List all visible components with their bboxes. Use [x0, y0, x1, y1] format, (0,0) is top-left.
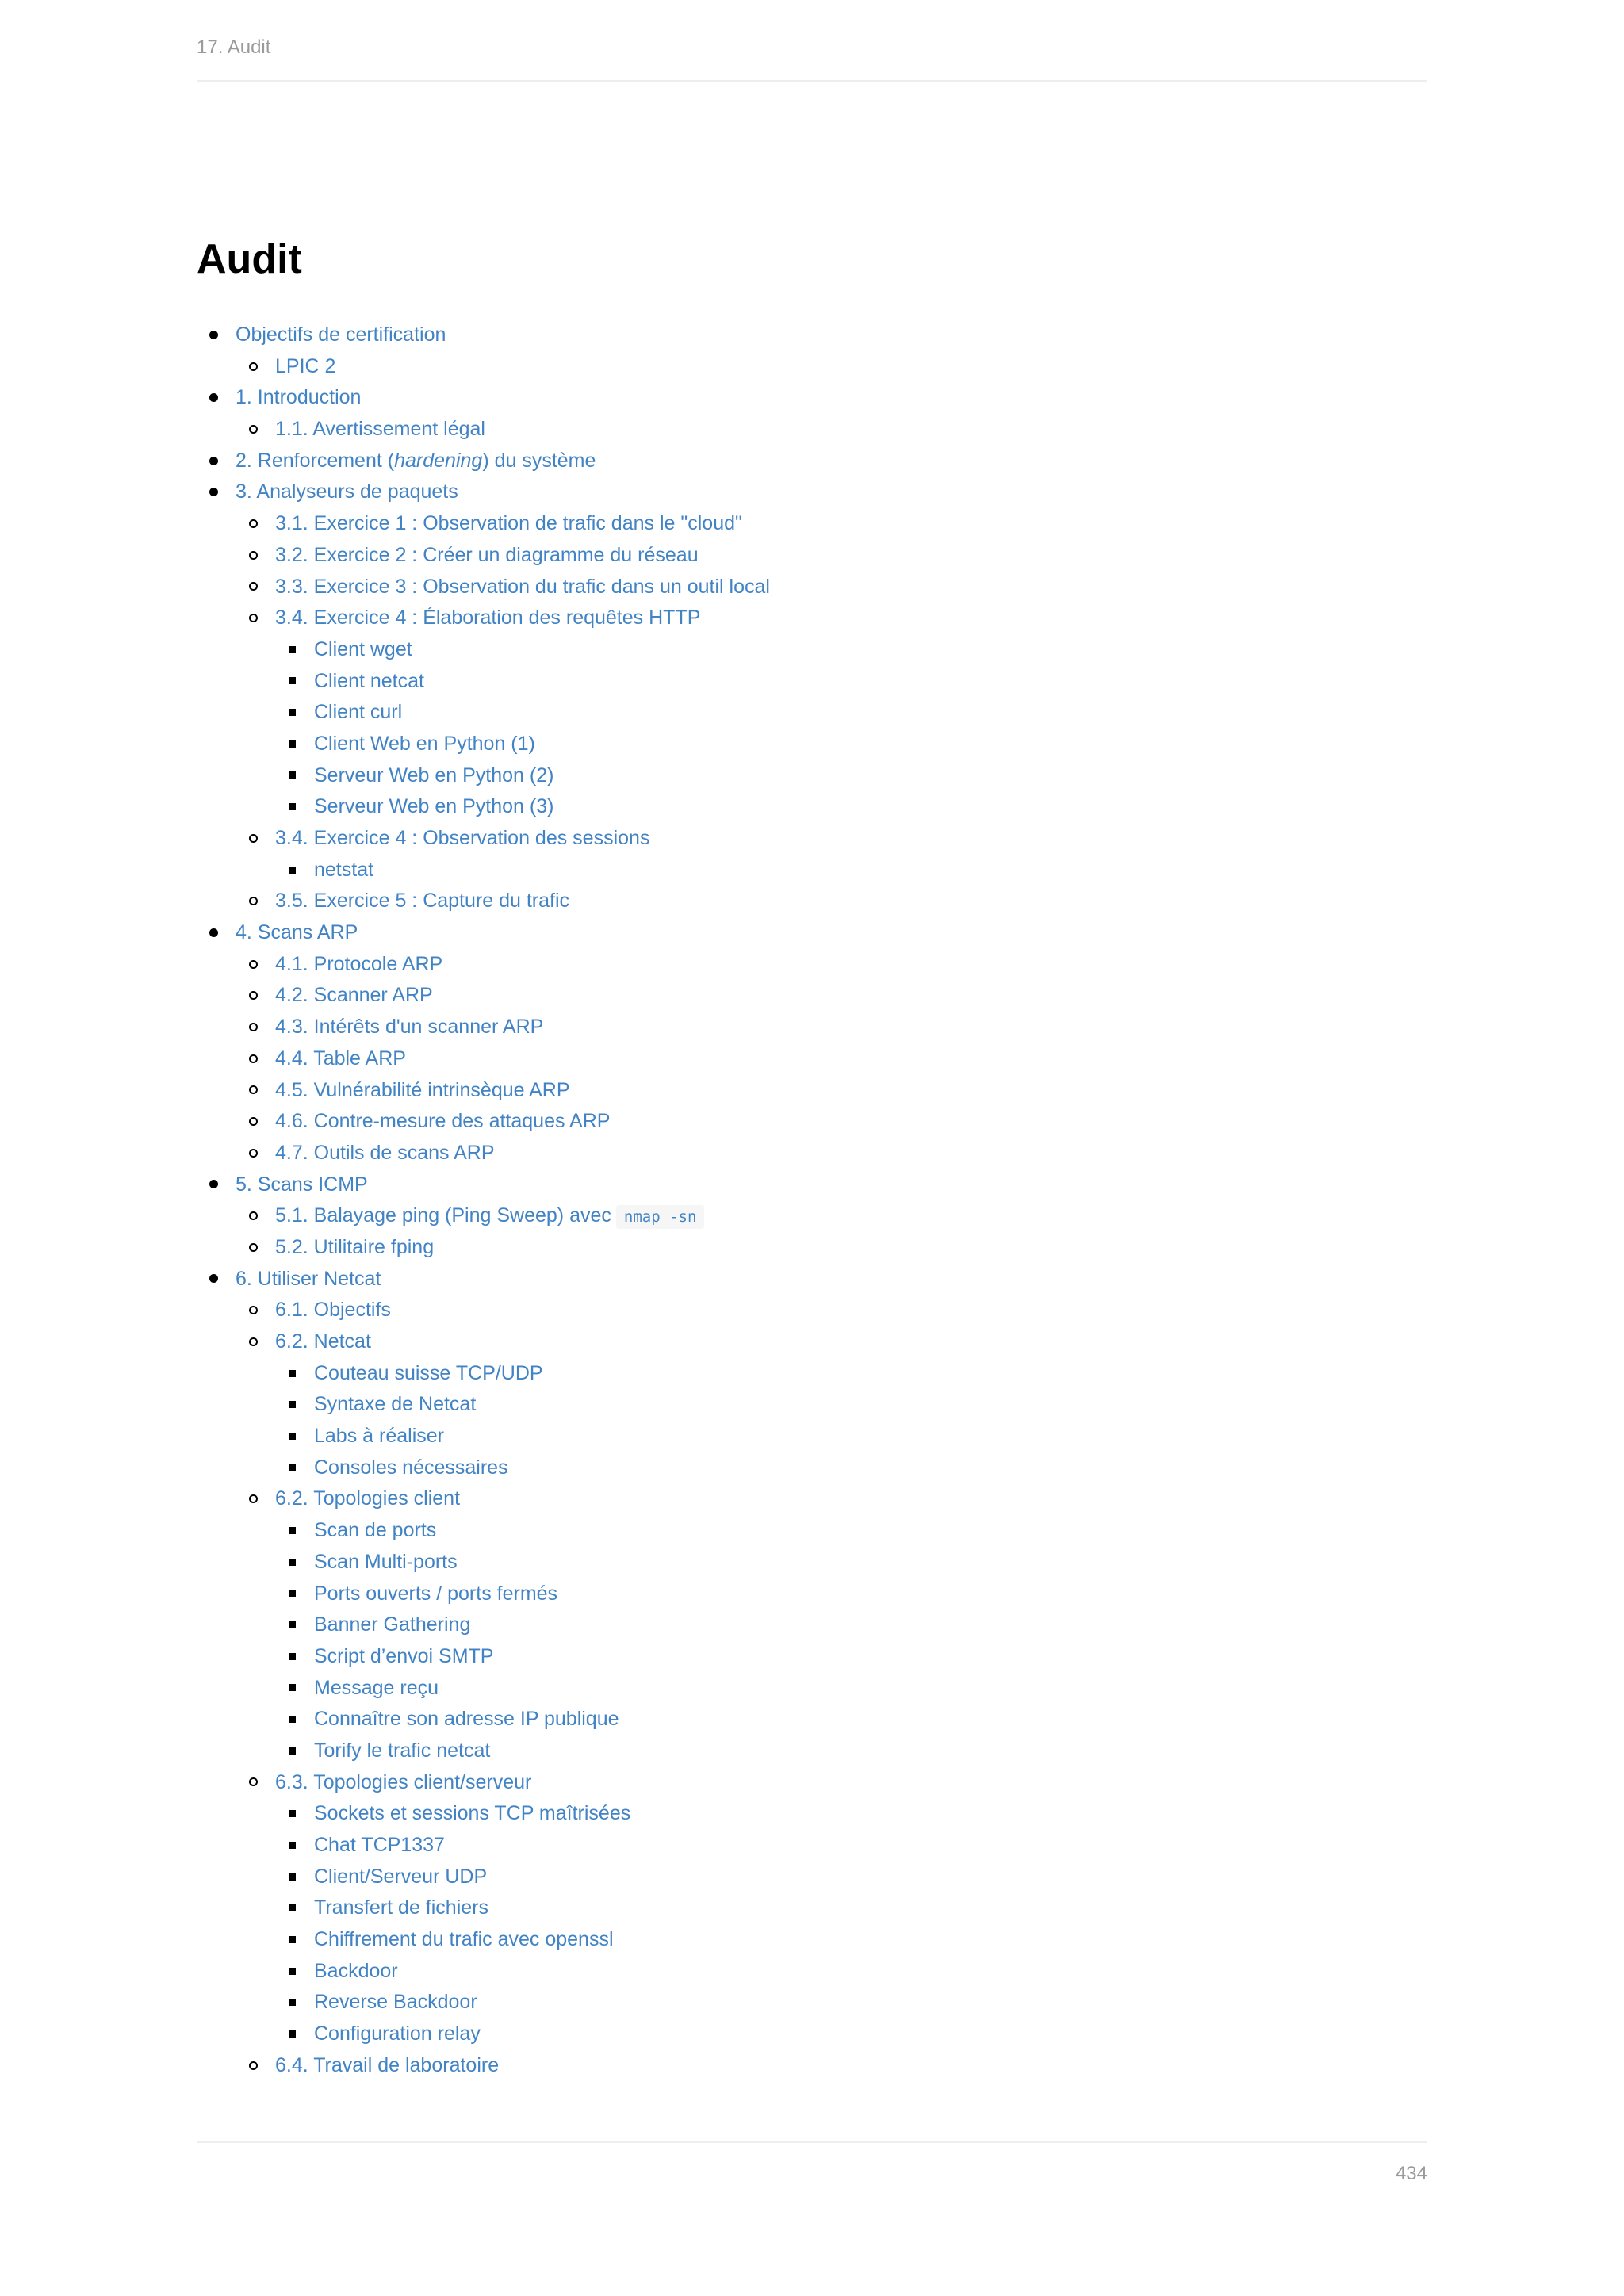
filled-disc-bullet-icon: [209, 331, 218, 339]
toc-link[interactable]: [314, 2022, 481, 2045]
toc-link-label: Consoles nécessaires: [314, 1456, 508, 1479]
toc-link-label: Message reçu: [314, 1676, 439, 1699]
square-bullet-icon: [289, 867, 296, 874]
square-bullet-icon: [289, 1653, 296, 1660]
toc-link-label: 3.2. Exercice 2 : Créer un diagramme du réseau: [275, 543, 699, 566]
square-bullet-icon: [289, 1464, 296, 1471]
square-bullet-icon: [289, 771, 296, 779]
toc-link-label: 3.1. Exercice 1 : Observation de trafic dans le "cloud": [275, 512, 742, 535]
toc-item-level-3: [197, 1452, 1427, 1484]
square-bullet-icon: [289, 1873, 296, 1881]
toc-item-level-1: [197, 382, 1427, 414]
toc-item-level-3: [197, 1641, 1427, 1673]
toc-link[interactable]: [275, 418, 485, 440]
toc-item-level-3: [197, 1956, 1427, 1988]
toc-link[interactable]: [314, 1928, 614, 1950]
toc-item-level-3: [197, 855, 1427, 886]
toc-link-label: Client/Serveur UDP: [314, 1865, 488, 1888]
filled-disc-bullet-icon: [209, 393, 218, 402]
toc-item-level-3: [197, 1389, 1427, 1421]
toc-link[interactable]: [314, 1708, 619, 1730]
hollow-circle-bullet-icon: [249, 1211, 258, 1220]
hollow-circle-bullet-icon: [249, 519, 258, 528]
toc-link[interactable]: [314, 795, 553, 817]
square-bullet-icon: [289, 740, 296, 748]
toc-item-level-2: [197, 540, 1427, 572]
toc-link-label: 3. Analyseurs de paquets: [236, 480, 458, 503]
toc-link-label: 4.7. Outils de scans ARP: [275, 1141, 495, 1164]
toc-item-level-3: [197, 1421, 1427, 1452]
toc-item-level-2: [197, 603, 1427, 634]
toc-item-level-2: [197, 1012, 1427, 1043]
toc-link-label: Serveur Web en Python (2): [314, 763, 554, 786]
toc-link-label: 3.4. Exercice 4 : Observation des sessions: [275, 827, 650, 849]
toc-link-label: Client curl: [314, 701, 403, 724]
toc-link[interactable]: [314, 1551, 458, 1573]
page-title: Audit: [197, 236, 302, 282]
toc-link-label: Configuration relay: [314, 2022, 481, 2045]
square-bullet-icon: [289, 2030, 296, 2038]
toc-item-level-1: [197, 476, 1427, 508]
toc-link[interactable]: [236, 480, 458, 503]
toc-item-level-2: [197, 1232, 1427, 1264]
toc-link-label: Torify le trafic netcat: [314, 1739, 491, 1762]
toc-link-label: Client Web en Python (1): [314, 732, 535, 755]
toc-item-level-3: [197, 1358, 1427, 1390]
hollow-circle-bullet-icon: [249, 614, 258, 622]
square-bullet-icon: [289, 646, 296, 653]
toc-link-label: 4.2. Scanner ARP: [275, 984, 433, 1007]
square-bullet-icon: [289, 1401, 296, 1408]
hollow-circle-bullet-icon: [249, 362, 258, 371]
toc-item-level-2: [197, 572, 1427, 603]
square-bullet-icon: [289, 1559, 296, 1566]
toc-link[interactable]: [314, 701, 402, 723]
toc-link[interactable]: [275, 607, 700, 629]
toc-link[interactable]: [275, 544, 699, 566]
toc-link[interactable]: [314, 1519, 436, 1541]
toc-link-label: Client wget: [314, 637, 412, 660]
toc-link-label: Banner Gathering: [314, 1613, 471, 1636]
toc-link[interactable]: [275, 1047, 406, 1070]
toc-link-emphasis: hardening: [394, 449, 483, 472]
hollow-circle-bullet-icon: [249, 425, 258, 434]
toc-item-level-3: [197, 697, 1427, 729]
toc-link-label: Reverse Backdoor: [314, 1991, 477, 2014]
toc-item-level-2: [197, 508, 1427, 540]
toc-link-label: 3.3. Exercice 3 : Observation du trafic dans un outil local: [275, 575, 770, 598]
toc-link-label: 4.3. Intérêts d'un scanner ARP: [275, 1016, 544, 1039]
toc-link-label: 6.1. Objectifs: [275, 1299, 391, 1322]
hollow-circle-bullet-icon: [249, 2061, 258, 2070]
hollow-circle-bullet-icon: [249, 551, 258, 560]
toc-link-label: Labs à réaliser: [314, 1425, 444, 1448]
toc-item-level-3: [197, 1704, 1427, 1735]
toc-link-label: Syntaxe de Netcat: [314, 1393, 477, 1416]
toc-link[interactable]: [314, 1991, 477, 2013]
toc-item-level-3: [197, 1924, 1427, 1956]
square-bullet-icon: [289, 1621, 296, 1628]
hollow-circle-bullet-icon: [249, 1054, 258, 1063]
square-bullet-icon: [289, 803, 296, 810]
toc-link-label: Chiffrement du trafic avec openssl: [314, 1928, 614, 1951]
toc-link-label: Objectifs de certification: [236, 323, 446, 346]
toc-link[interactable]: [236, 921, 358, 943]
toc-link[interactable]: [275, 890, 569, 912]
toc-item-level-2: [197, 823, 1427, 855]
toc-item-level-3: [197, 1673, 1427, 1705]
square-bullet-icon: [289, 1842, 296, 1849]
toc-item-level-3: [197, 2019, 1427, 2050]
toc-link[interactable]: [314, 1362, 543, 1384]
toc-link-label: Backdoor: [314, 1959, 398, 1982]
toc-link[interactable]: [275, 576, 770, 598]
toc-link-label: 5. Scans ICMP: [236, 1173, 368, 1196]
toc-item-level-3: [197, 1609, 1427, 1641]
toc-link[interactable]: [314, 764, 553, 786]
toc-link[interactable]: [314, 1802, 630, 1824]
square-bullet-icon: [289, 1370, 296, 1377]
square-bullet-icon: [289, 1999, 296, 2006]
toc-item-level-2: [197, 886, 1427, 917]
square-bullet-icon: [289, 1716, 296, 1723]
toc-link[interactable]: [236, 450, 596, 472]
footer-divider: [197, 2141, 1427, 2143]
toc-item-level-3: [197, 791, 1427, 823]
square-bullet-icon: [289, 1904, 296, 1911]
inline-code: nmap -sn: [616, 1205, 705, 1229]
toc-item-level-2: [197, 980, 1427, 1012]
toc-item-level-2: [197, 414, 1427, 446]
toc-link-label: netstat: [314, 858, 374, 881]
square-bullet-icon: [289, 1968, 296, 1975]
toc-link-label-suffix: ) du système: [482, 449, 596, 472]
toc-link[interactable]: [275, 512, 742, 534]
toc-item-level-1: [197, 1169, 1427, 1201]
toc-link-label: 5.2. Utilitaire fping: [275, 1235, 435, 1258]
toc-link[interactable]: [275, 1016, 543, 1038]
toc-link-label: 6.2. Topologies client: [275, 1487, 461, 1510]
toc-item-level-2: [197, 1295, 1427, 1326]
hollow-circle-bullet-icon: [249, 897, 258, 905]
hollow-circle-bullet-icon: [249, 960, 258, 969]
toc-link-label: Transfert de fichiers: [314, 1896, 488, 1919]
toc-link-label: Serveur Web en Python (3): [314, 795, 554, 818]
toc-link[interactable]: [314, 733, 535, 755]
hollow-circle-bullet-icon: [249, 582, 258, 591]
toc-link-label: 4.1. Protocole ARP: [275, 952, 443, 975]
running-header: 17. Audit: [197, 36, 271, 58]
square-bullet-icon: [289, 1590, 296, 1597]
square-bullet-icon: [289, 1936, 296, 1943]
toc-link[interactable]: [314, 1456, 508, 1479]
hollow-circle-bullet-icon: [249, 1494, 258, 1503]
filled-disc-bullet-icon: [209, 1274, 218, 1283]
toc-link-label: Connaître son adresse IP publique: [314, 1708, 619, 1731]
toc-item-level-2: [197, 351, 1427, 383]
square-bullet-icon: [289, 1433, 296, 1440]
toc-item-level-2: [197, 1200, 1427, 1232]
toc-link[interactable]: [314, 1425, 444, 1447]
toc-link-label: Sockets et sessions TCP maîtrisées: [314, 1802, 631, 1825]
header-divider: [197, 80, 1427, 82]
hollow-circle-bullet-icon: [249, 1306, 258, 1314]
toc-link[interactable]: [236, 1268, 381, 1290]
toc-item-level-3: [197, 1862, 1427, 1893]
toc-item-level-3: [197, 1547, 1427, 1578]
toc-link-label: Scan Multi-ports: [314, 1550, 458, 1573]
toc-item-level-2: [197, 2050, 1427, 2082]
toc-link-label: 6.4. Travail de laboratoire: [275, 2053, 500, 2076]
filled-disc-bullet-icon: [209, 928, 218, 937]
toc-link-label: Couteau suisse TCP/UDP: [314, 1361, 543, 1384]
toc-item-level-2: [197, 1483, 1427, 1515]
toc-link[interactable]: [314, 1677, 439, 1699]
toc-link[interactable]: [314, 1613, 470, 1636]
toc-link-label: 4. Scans ARP: [236, 921, 358, 944]
toc-link-label: LPIC 2: [275, 354, 336, 377]
toc-link-label: 3.5. Exercice 5 : Capture du trafic: [275, 890, 570, 913]
toc-link[interactable]: [275, 1771, 531, 1793]
toc-link-label: Client netcat: [314, 669, 424, 692]
toc-link-label: 1.1. Avertissement légal: [275, 418, 485, 441]
toc-link[interactable]: [275, 827, 649, 849]
toc-link[interactable]: [236, 386, 361, 408]
toc-link[interactable]: [275, 2054, 499, 2076]
toc-link-label: 6. Utiliser Netcat: [236, 1267, 381, 1290]
square-bullet-icon: [289, 709, 296, 716]
toc-link[interactable]: [275, 1204, 611, 1226]
toc-link[interactable]: [275, 1079, 570, 1101]
toc-link[interactable]: [275, 1110, 610, 1132]
hollow-circle-bullet-icon: [249, 1777, 258, 1786]
toc-item-level-2: [197, 1043, 1427, 1075]
toc-item-level-3: [197, 634, 1427, 666]
toc-link-label: 2. Renforcement (: [236, 449, 395, 472]
toc-link-label: 4.6. Contre-mesure des attaques ARP: [275, 1110, 611, 1133]
toc-link-label: Script d’envoi SMTP: [314, 1644, 494, 1667]
toc-link-label: 5.1. Balayage ping (Ping Sweep) avec: [275, 1204, 611, 1227]
filled-disc-bullet-icon: [209, 1180, 218, 1188]
toc-item-level-2: [197, 1326, 1427, 1358]
hollow-circle-bullet-icon: [249, 1085, 258, 1094]
toc-item-level-1: [197, 917, 1427, 949]
square-bullet-icon: [289, 1527, 296, 1534]
toc-item-level-3: [197, 666, 1427, 698]
toc-link-label: Scan de ports: [314, 1519, 437, 1542]
toc-link-label: Ports ouverts / ports fermés: [314, 1582, 558, 1605]
toc-item-level-2: [197, 1075, 1427, 1107]
hollow-circle-bullet-icon: [249, 991, 258, 1000]
toc-item-level-3: [197, 1798, 1427, 1830]
toc-link[interactable]: [275, 1299, 391, 1321]
toc-item-level-2: [197, 1106, 1427, 1138]
toc-link[interactable]: [236, 1173, 368, 1196]
hollow-circle-bullet-icon: [249, 1243, 258, 1252]
toc-item-level-2: [197, 1767, 1427, 1799]
hollow-circle-bullet-icon: [249, 1337, 258, 1346]
toc-item-level-1: [197, 320, 1427, 351]
toc-link[interactable]: [275, 984, 433, 1006]
toc-link[interactable]: [314, 1645, 493, 1667]
toc-item-level-3: [197, 729, 1427, 760]
toc-link[interactable]: [314, 1393, 476, 1415]
toc-link[interactable]: [275, 1236, 434, 1258]
toc-link[interactable]: [275, 355, 335, 377]
toc-link[interactable]: [275, 1142, 495, 1164]
toc-link[interactable]: [275, 1487, 460, 1510]
toc-list: [197, 320, 1427, 2082]
filled-disc-bullet-icon: [209, 457, 218, 465]
toc-link-label: 6.3. Topologies client/serveur: [275, 1770, 532, 1793]
square-bullet-icon: [289, 677, 296, 684]
toc-item-level-3: [197, 1735, 1427, 1767]
page-number: 434: [1395, 2163, 1427, 2184]
toc-link[interactable]: [314, 1834, 445, 1856]
toc-item-level-3: [197, 1830, 1427, 1862]
toc-link-label: 4.5. Vulnérabilité intrinsèque ARP: [275, 1078, 570, 1101]
toc-item-level-2: [197, 1138, 1427, 1169]
toc-link[interactable]: [314, 1896, 488, 1919]
toc-item-level-3: [197, 760, 1427, 792]
toc-item-level-3: [197, 1987, 1427, 2019]
toc-link-label: 4.4. Table ARP: [275, 1047, 406, 1070]
square-bullet-icon: [289, 1747, 296, 1755]
toc-link[interactable]: [236, 323, 446, 346]
toc-link-label: 1. Introduction: [236, 386, 362, 409]
table-of-contents: [197, 320, 1427, 2082]
toc-item-level-2: [197, 949, 1427, 981]
toc-link-label: 6.2. Netcat: [275, 1330, 371, 1353]
toc-link[interactable]: [314, 1960, 398, 1982]
toc-item-level-3: [197, 1578, 1427, 1610]
toc-link-label: Chat TCP1337: [314, 1834, 445, 1856]
toc-link[interactable]: [314, 1866, 487, 1888]
toc-item-level-3: [197, 1892, 1427, 1924]
filled-disc-bullet-icon: [209, 488, 218, 496]
toc-item-level-1: [197, 446, 1427, 477]
toc-link[interactable]: [275, 1330, 371, 1353]
toc-item-level-3: [197, 1515, 1427, 1547]
toc-link[interactable]: [314, 670, 424, 692]
toc-link[interactable]: [314, 638, 412, 660]
toc-link[interactable]: [314, 1739, 490, 1762]
hollow-circle-bullet-icon: [249, 1149, 258, 1158]
hollow-circle-bullet-icon: [249, 1117, 258, 1126]
toc-item-level-1: [197, 1264, 1427, 1295]
toc-link[interactable]: [275, 953, 442, 975]
toc-link-label: 3.4. Exercice 4 : Élaboration des requêtes HTTP: [275, 607, 701, 629]
square-bullet-icon: [289, 1684, 296, 1691]
toc-link[interactable]: [314, 859, 373, 881]
square-bullet-icon: [289, 1810, 296, 1817]
hollow-circle-bullet-icon: [249, 1023, 258, 1031]
hollow-circle-bullet-icon: [249, 834, 258, 843]
toc-link[interactable]: [314, 1582, 557, 1605]
